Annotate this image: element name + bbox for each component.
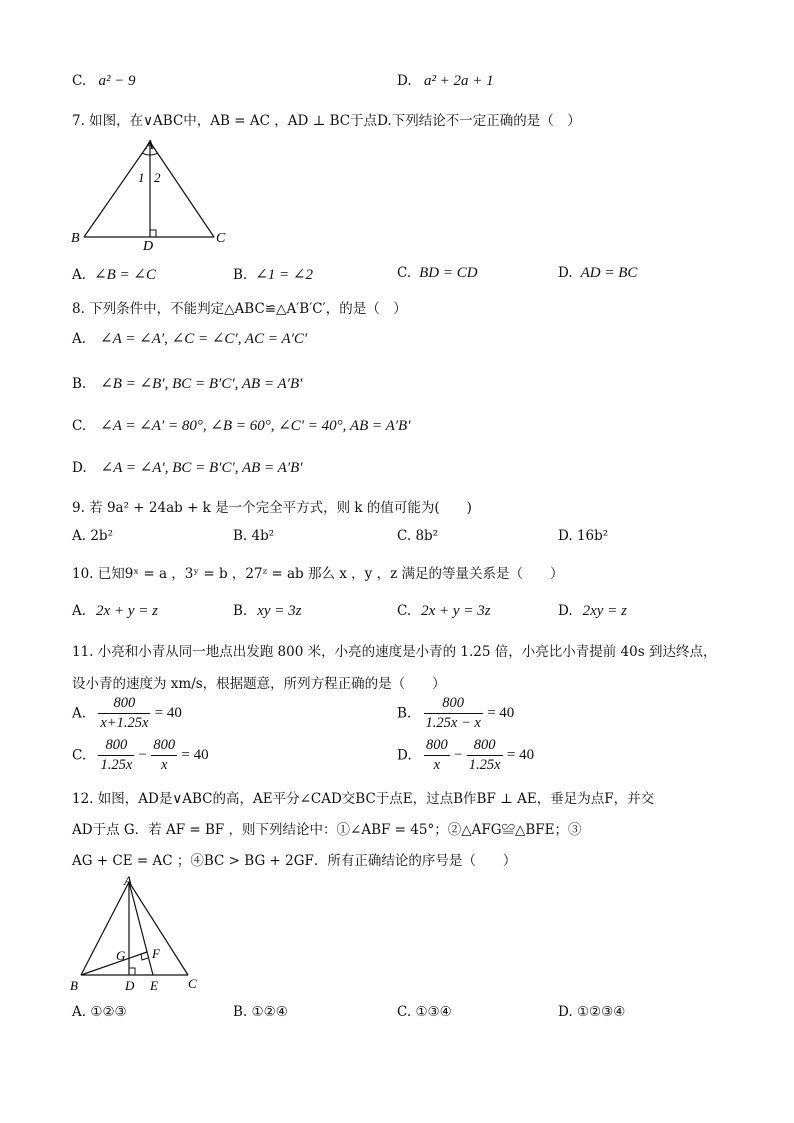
label-b: B [70,978,78,993]
question-10-stem: 10. 已知9ˣ = a ，3ʸ = b ，27ᶻ = ab 那么 x ，y ，z 满足的等量关系是（ ） [72,566,564,582]
q8-option-b: B. ∠B = ∠B′, BC = B′C′, AB = A′B′ [72,376,303,392]
label-d: D [143,239,154,254]
q6-option-d [397,73,494,90]
fraction: $\frac{800}{1.25x}$ [468,737,501,773]
side-ab [84,142,150,237]
q11-option-b: B. $\frac{800}{1.25x - x}$ = 40 [397,695,515,731]
q12-option-a: A. ①②③ [72,1004,127,1020]
label-f: F [152,946,160,961]
side-ac [150,142,214,237]
label-e: E [150,978,158,993]
bisector-ae [129,882,153,975]
fraction: $\frac{800}{x+1.25x}$ [100,695,149,731]
q10-option-b: B. xy = 3z [233,603,302,619]
right-angle-mark-f [141,954,148,960]
q12-option-d: D. ①②③④ [558,1004,626,1020]
q8-option-d: D. ∠A = ∠A′, BC = B′C′, AB = A′B′ [72,460,303,476]
q9-option-d: D. 16b² [558,528,609,544]
q10-option-c: C. 2x + y = 3z [397,603,491,619]
q12-option-b: B. ①②④ [233,1004,288,1020]
fraction: $\frac{800}{x}$ [153,737,176,773]
q12-option-c: C. ①③④ [397,1004,452,1020]
question-7-stem: 7. 如图，在∨ABC中，AB = AC ，AD ⊥ BC于点D.下列结论不一定正确的是（ ） [72,113,581,129]
option-label: D. [397,73,412,89]
label-b: B [71,231,80,246]
option-text: a² − 9 [98,73,136,89]
right-angle-mark-d [129,968,135,975]
question-11-stem-line1: 11. 小亮和小青从同一地点出发跑 800 米，小亮的速度是小青的 1.25 倍，小亮比小青提前 40s 到达终点， [72,644,717,660]
q8-option-c: C. ∠A = ∠A′ = 80°, ∠B = 60°, ∠C′ = 40°, AB = A′B′ [72,418,411,434]
q6-option-c [72,73,136,90]
q7-option-c: C. BD = CD [397,265,478,281]
label-a: A [124,873,132,888]
label-d: D [125,978,135,993]
label-g: G [116,948,126,963]
label-angle-2: 2 [154,170,161,185]
fraction: $\frac{800}{x}$ [425,737,448,773]
q12-triangle-figure [66,872,216,994]
q8-option-a: A. ∠A = ∠A′, ∠C = ∠C′, AC = A′C′ [72,331,308,347]
question-12-line2: AD于点 G．若 AF = BF ，则下列结论中：①∠ABF = 45°；②△AFG≌△BFE；③ [72,822,582,838]
side-ac [129,882,188,975]
q11-option-d: D. $\frac{800}{x}$ − $\frac{800}{1.25x}$ = 40 [397,737,535,773]
q7-option-d: D. AD = BC [558,265,638,281]
option-label: C. [72,73,87,89]
question-11-stem-line2: 设小青的速度为 xm/s，根据题意，所列方程正确的是（ ） [72,676,446,692]
q7-triangle-figure [66,134,236,254]
q7-option-a: A. ∠B = ∠C [72,267,156,283]
question-12-line1: 12. 如图，AD是∨ABC的高，AE平分∠CAD交BC于点E，过点B作BF ⊥ AE，垂足为点F，并交 [72,791,655,807]
label-angle-1: 1 [138,170,145,185]
label-a: A [145,138,154,153]
question-12-line3: AG + CE = AC ；④BC > BG + 2GF．所有正确结论的序号是（ ） [72,853,517,869]
fraction: $\frac{800}{1.25x}$ [100,737,133,773]
right-angle-mark [150,230,156,237]
q9-option-a: A. 2b² [72,528,113,544]
q7-option-b: B. ∠1 = ∠2 [233,267,313,283]
label-c: C [188,976,197,991]
question-8-stem: 8. 下列条件中，不能判定△ABC≌△A′B′C′，的是（ ） [72,301,407,317]
option-text: a² + 2a + 1 [423,73,494,89]
q9-option-b: B. 4b² [233,528,275,544]
q10-option-d: D. 2xy = z [558,603,627,619]
q11-option-a: A. $\frac{800}{x+1.25x}$ = 40 [72,695,182,731]
q9-option-c: C. 8b² [397,528,439,544]
q10-option-a: A. 2x + y = z [72,603,158,619]
question-9-stem: 9. 若 9a² + 24ab + k 是一个完全平方式，则 k 的值可能为( ) [72,500,472,516]
fraction: $\frac{800}{1.25x - x}$ [425,695,481,731]
q11-option-c: C. $\frac{800}{1.25x}$ − $\frac{800}{x}$ = 40 [72,737,209,773]
label-c: C [216,231,226,246]
